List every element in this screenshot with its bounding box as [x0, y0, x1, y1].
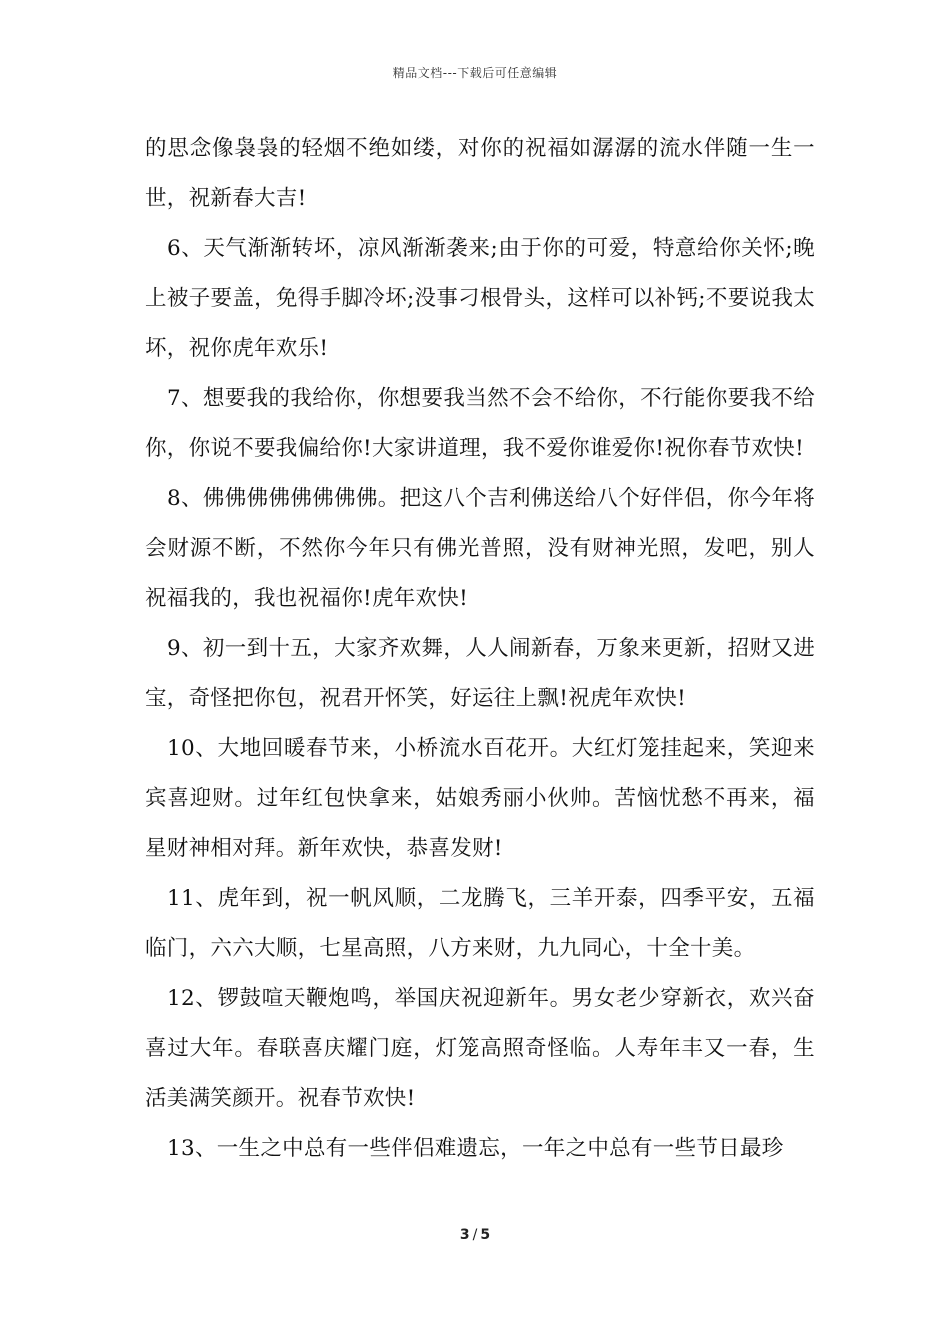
total-pages-number: 5: [480, 1227, 491, 1243]
page-separator: /: [472, 1227, 478, 1243]
paragraph-item-13: 13、一生之中总有一些伴侣难遗忘，一年之中总有一些节日最珍: [167, 1136, 784, 1161]
paragraph-item-8: 8、佛佛佛佛佛佛佛佛。把这八个吉利佛送给八个好伴侣，你今年将会财源不断，不然你今年只有佛光普照，没有财神光照，发吧，别人祝福我的，我也祝福你!虎年欢快!: [145, 486, 815, 611]
page-number: [0, 1227, 950, 1243]
paragraph-item-6: 6、天气渐渐转坏，凉风渐渐袭来;由于你的可爱，特意给你关怀;晚上被子要盖，免得手脚冷坏;没事刁根骨头，这样可以补钙;不要说我太坏，祝你虎年欢乐!: [145, 236, 815, 361]
current-page-number: 3: [459, 1227, 470, 1243]
paragraph-item-7: 7、想要我的我给你，你想要我当然不会不给你，不行能你要我不给你，你说不要我偏给你!大家讲道理，我不爱你谁爱你!祝你春节欢快!: [145, 386, 815, 461]
paragraph-continuation: 的思念像袅袅的轻烟不绝如缕，对你的祝福如潺潺的流水伴随一生一世，祝新春大吉!: [145, 136, 815, 211]
document-body: [145, 124, 815, 1174]
paragraph-item-11: 11、虎年到，祝一帆风顺，二龙腾飞，三羊开泰，四季平安，五福临门，六六大顺，七星高照，八方来财，九九同心，十全十美。: [145, 886, 815, 961]
page-header: 精品文档---下载后可任意编辑: [392, 66, 558, 80]
paragraph-item-10: 10、大地回暖春节来，小桥流水百花开。大红灯笼挂起来，笑迎来宾喜迎财。过年红包快拿来，姑娘秀丽小伙帅。苦恼忧愁不再来，福星财神相对拜。新年欢快，恭喜发财!: [145, 736, 815, 861]
paragraph-item-9: 9、初一到十五，大家齐欢舞，人人闹新春，万象来更新，招财又进宝，奇怪把你包，祝君开怀笑，好运往上飘!祝虎年欢快!: [145, 636, 815, 711]
paragraph-item-12: 12、锣鼓喧天鞭炮鸣，举国庆祝迎新年。男女老少穿新衣，欢兴奋喜过大年。春联喜庆耀门庭，灯笼高照奇怪临。人寿年丰又一春，生活美满笑颜开。祝春节欢快!: [145, 986, 815, 1111]
